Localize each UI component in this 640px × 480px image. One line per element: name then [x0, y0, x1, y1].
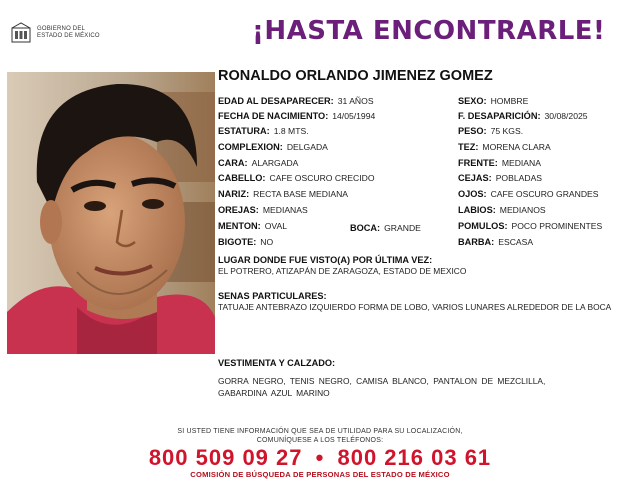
field-desaparicion: F. DESAPARICIÓN: 30/08/2025	[458, 111, 588, 121]
commission-name: COMISIÓN DE BÚSQUEDA DE PERSONAS DEL ESTADO DE MÉXICO	[190, 470, 450, 479]
field-orejas: OREJAS: MEDIANAS	[218, 205, 308, 215]
clothing-section	[218, 357, 628, 399]
field-labios: LABIOS: MEDIANOS	[458, 205, 546, 215]
phone-separator: •	[315, 445, 325, 470]
field-boca: BOCA: GRANDE	[350, 223, 421, 233]
field-barba: BARBA: ESCASA	[458, 237, 534, 247]
field-frente: FRENTE: MEDIANA	[458, 158, 541, 168]
field-cabello: CABELLO: CAFE OSCURO CRECIDO	[218, 173, 375, 183]
field-nacimiento: FECHA DE NACIMIENTO: 14/05/1994	[218, 111, 376, 121]
headline-title: ¡HASTA ENCONTRARLE!	[252, 16, 606, 46]
phone-number-2[interactable]: 800 216 03 61	[337, 445, 492, 470]
phone-number-1[interactable]: 800 509 09 27	[148, 445, 303, 470]
contact-note-line-2: COMUNÍQUESE A LOS TELÉFONOS:	[256, 437, 384, 444]
government-logo	[10, 22, 130, 44]
field-sexo: SEXO: HOMBRE	[458, 96, 529, 106]
marks-text: TATUAJE ANTEBRAZO IZQUIERDO FORMA DE LOBO, VARIOS LUNARES ALREDEDOR DE LA BOCA	[218, 302, 612, 312]
clothing-label: VESTIMENTA Y CALZADO:	[218, 358, 336, 368]
last-seen-text: EL POTRERO, ATIZAPÁN DE ZARAGOZA, ESTADO DE MEXICO	[218, 266, 467, 276]
field-tez: TEZ: MORENA CLARA	[458, 142, 551, 152]
contact-note-line-1: SI USTED TIENE INFORMACIÓN QUE SEA DE UTILIDAD PARA SU LOCALIZACIÓN,	[177, 428, 463, 435]
clothing-text: GORRA NEGRO, TENIS NEGRO, CAMISA BLANCO, PANTALON DE MEZCLILLA, GABARDINA AZUL MARINO	[218, 376, 546, 398]
field-nariz: NARIZ: RECTA BASE MEDIANA	[218, 189, 349, 199]
marks-section	[218, 290, 628, 313]
logo-line-2: ESTADO DE MÉXICO	[37, 33, 100, 39]
last-seen-section	[218, 254, 628, 277]
field-cara: CARA: ALARGADA	[218, 158, 299, 168]
field-peso: PESO: 75 KGS.	[458, 126, 524, 136]
field-estatura: ESTATURA: 1.8 MTS.	[218, 126, 309, 136]
last-seen-label: LUGAR DONDE FUE VISTO(A) POR ÚLTIMA VEZ:	[218, 255, 433, 265]
contact-note	[0, 427, 640, 445]
field-cejas: CEJAS: POBLADAS	[458, 173, 543, 183]
field-edad: EDAD AL DESAPARECER: 31 AÑOS	[218, 96, 374, 106]
field-bigote: BIGOTE: NO	[218, 237, 274, 247]
person-photo	[7, 72, 215, 354]
phone-numbers	[0, 445, 640, 471]
person-name: RONALDO ORLANDO JIMENEZ GOMEZ	[218, 68, 493, 84]
field-pomulos: POMULOS: POCO PROMINENTES	[458, 221, 603, 231]
logo-line-1: GOBIERNO DEL	[37, 26, 86, 32]
field-menton: MENTON: OVAL	[218, 221, 287, 231]
field-complexion: COMPLEXION: DELGADA	[218, 142, 328, 152]
state-seal-icon	[10, 22, 32, 44]
marks-label: SENAS PARTICULARES:	[218, 291, 327, 301]
field-ojos: OJOS: CAFE OSCURO GRANDES	[458, 189, 599, 199]
